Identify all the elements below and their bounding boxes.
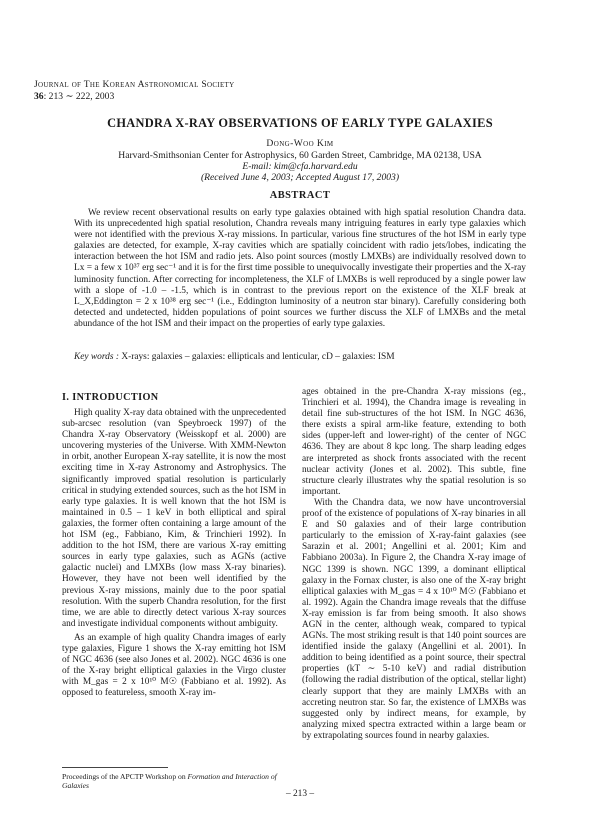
paper-author: Dong-Woo Kim	[266, 138, 334, 149]
section-heading-introduction: I. INTRODUCTION	[62, 392, 159, 403]
footnote-text: Proceedings of the APCTP Workshop on	[62, 772, 188, 781]
intro-paragraph-4: With the Chandra data, we now have uncontroversial proof of the existence of populations of X-ray binaries in all E and S0 galaxies and of their large contribution particularly to the emission of X-ray-faint galaxies (see Sarazin et al. 2001; Angellini et al. 2001; Kim and Fabbiano 2003a). In Figure 2, the Chandra X-ray image of NGC 1399 is shown. NGC 1399, a dominant elliptical galaxy in the Fornax cluster, is also one of the X-ray bright elliptical galaxies with M_gas = 4 x 10¹⁰ M☉ (Fabbiano et al. 1992). Again the Chandra image reveals that the diffuse X-ray emission is far from being smooth. It also shows AGN in the center, although weak, compared to typical AGNs. The most striking result is that 140 point sources are identified inside the galaxy (Angellini et al. 2001). In addition to being identified as a point source, their spectral properties (kT ∼ 5-10 keV) and radial distribution (following the radial distribution of the optical, stellar light) clearly support that they are mainly LMXBs with an accreting neutron star. So far, the existence of LMXBs was suggested only by indirect means, for example, by analyzing mixed spectra extracted within a large beam or by extrapolating sources found in nearby galaxies.	[302, 497, 526, 741]
author-email: E-mail: kim@cfa.harvard.edu	[242, 161, 358, 172]
left-column-top	[62, 408, 286, 630]
abstract-heading: ABSTRACT	[269, 190, 331, 201]
right-column	[302, 387, 526, 742]
footnote	[62, 772, 288, 790]
received-dates: (Received June 4, 2003; Accepted August 17, 2003)	[200, 172, 400, 183]
footnote-rule	[62, 767, 168, 768]
keywords-line	[74, 352, 534, 363]
journal-title: Journal of The Korean Astronomical Society	[34, 79, 235, 90]
paper-title: CHANDRA X-RAY OBSERVATIONS OF EARLY TYPE GALAXIES	[107, 116, 493, 130]
intro-paragraph-2: As an example of high quality Chandra images of early type galaxies, Figure 1 shows the X-ray emitting hot ISM of NGC 4636 (see also Jones et al. 2002). NGC 4636 is one of the X-ray bright elliptical galaxies in the Virgo cluster with M_gas = 2 x 10¹⁰ M☉ (Fabbiano et al. 1992). As opposed to featureless, smooth X-ray im-	[62, 633, 286, 699]
journal-volume: 36	[34, 91, 44, 102]
intro-paragraph-3: ages obtained in the pre-Chandra X-ray missions (eg., Trinchieri et al. 1994), the Chandra image is revealing in detail fine sub-structures of the hot ISM. In NGC 4636, there exists a spiral arm-like feature, extending to both sides (upper-left and lower-right) of the center of NGC 4636. They are about 8 kpc long. The sharp leading edges are interpreted as shock fronts associated with the recent nuclear activity (Jones et al. 2002). This subtle, fine structure clearly illustrates why the spatial resolution is so important.	[302, 387, 526, 497]
journal-volume-line	[34, 91, 114, 103]
left-column-bottom	[62, 633, 286, 700]
journal-pages: : 213 ∼ 222, 2003	[43, 91, 115, 102]
author-affiliation: Harvard-Smithsonian Center for Astrophysics, 60 Garden Street, Cambridge, MA 02138, USA	[118, 150, 482, 161]
journal-name	[34, 79, 234, 91]
keywords-label: Key words :	[74, 352, 119, 362]
keywords-text: X-rays: galaxies – galaxies: ellipticals and lenticular, cD – galaxies: ISM	[121, 352, 395, 362]
footnote-italic: Formation and Interaction of Galaxies	[62, 772, 277, 790]
abstract-text: We review recent observational results on early type galaxies obtained with high spatial resolution Chandra data. With its unprecedented high spatial resolution, Chandra reveals many intriguing features in early type galaxies which were not identified with the previous X-ray missions. In particular, various fine structures of the hot ISM in early type galaxies are detected, for example, X-ray cavities which are spatially coincident with radio jets/lobes, indicating the interaction between the hot ISM and radio jets. Also point sources (mostly LMXBs) are individually resolved down to Lx = a few x 10³⁷ erg sec⁻¹ and it is for the first time possible to unequivocally investigate their properties and the X-ray luminosity function. After correcting for incompleteness, the XLF of LMXBs is well reproduced by a single power law with a slope of -1.0 – -1.5, which is in contrast to the previous report on the existence of the XLF break at L_X,Eddington = 2 x 10³⁸ erg sec⁻¹ (i.e., Eddington luminosity of a neutron star binary). Carefully considering both detected and undetected, hidden populations of point sources we further discuss the XLF of LMXBs and the metal abundance of the hot ISM and their impact on the properties of early type galaxies.	[74, 208, 526, 329]
intro-paragraph-1: High quality X-ray data obtained with the unprecedented sub-arcsec resolution (van Speybroeck 1997) of the Chandra X-ray Observatory (Weisskopf et al. 2000) are uncovering mysteries of the Universe. With XMM-Newton in orbit, another European X-ray satellite, it is now the most exciting time in X-ray Astronomy and Astrophysics. The significantly improved spatial resolution is particularly critical in studying extended sources, such as the hot ISM in early type galaxies. It is well known that the hot ISM is maintained in 0.5 – 1 keV in both elliptical and spiral galaxies, the former often containing a large amount of the hot ISM (eg., Fabbiano, Kim, & Trinchieri 1992). In addition to the hot ISM, there are various X-ray emitting sources in early type galaxies, such as AGNs (active galactic nuclei) and LMXBs (low mass X-ray binaries). However, they have not been well identified by the previous X-ray missions, mainly due to the poor spatial resolution. With the superb Chandra resolution, for the first time, we are able to directly detect various X-ray sources and investigate individual components without ambiguity.	[62, 408, 286, 629]
page-number: – 213 –	[285, 789, 315, 799]
